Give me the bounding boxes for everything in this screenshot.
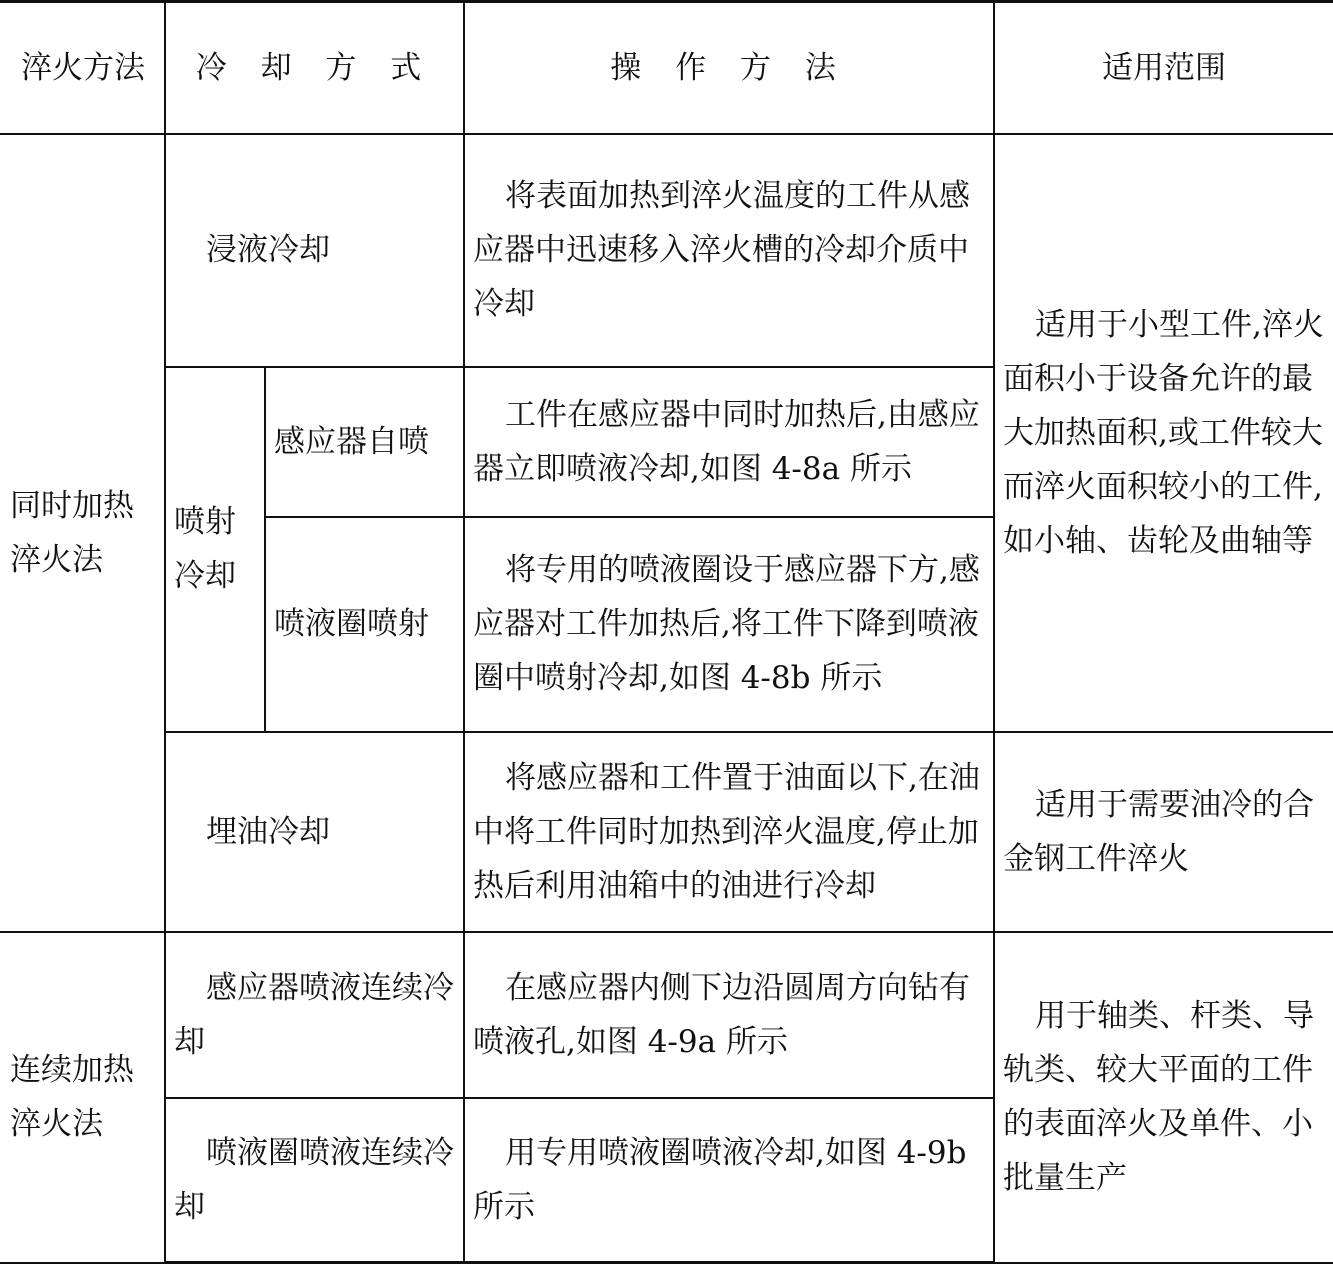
cooling-ring-spray: 喷液圈喷射 <box>265 517 464 732</box>
operation-immersion: 将表面加热到淬火温度的工件从感应器中迅速移入淬火槽的冷却介质中冷却 <box>464 134 994 367</box>
header-scope: 适用范围 <box>994 2 1333 134</box>
scope-continuous: 用于轴类、杆类、导轨类、较大平面的工件的表面淬火及单件、小批量生产 <box>994 932 1333 1263</box>
table-row <box>0 732 1333 932</box>
operation-oil: 将感应器和工件置于油面以下,在油中将工件同时加热到淬火温度,停止加热后利用油箱中的油进行冷却 <box>464 732 994 932</box>
cooling-spray-group: 喷射冷却 <box>165 367 265 732</box>
scope-oil: 适用于需要油冷的合金钢工件淬火 <box>994 732 1333 932</box>
header-cooling: 冷 却 方 式 <box>165 2 464 134</box>
header-operation: 操 作 方 法 <box>464 2 994 134</box>
cooling-ring-continuous: 喷液圈喷液连续冷却 <box>165 1098 464 1263</box>
header-row <box>0 2 1333 134</box>
operation-ring-continuous: 用专用喷液圈喷液冷却,如图 4-9b 所示 <box>464 1098 994 1263</box>
header-method: 淬火方法 <box>0 2 165 134</box>
cooling-inductor-continuous: 感应器喷液连续冷却 <box>165 932 464 1098</box>
operation-ring-spray: 将专用的喷液圈设于感应器下方,感应器对工件加热后,将工件下降到喷液圈中喷射冷却,如图 4-8b 所示 <box>464 517 994 732</box>
operation-inductor-spray: 工件在感应器中同时加热后,由感应器立即喷液冷却,如图 4-8a 所示 <box>464 367 994 517</box>
scope-small-parts: 适用于小型工件,淬火面积小于设备允许的最大加热面积,或工件较大而淬火面积较小的工件,如小轴、齿轮及曲轴等 <box>994 134 1333 732</box>
cooling-inductor-spray: 感应器自喷 <box>265 367 464 517</box>
operation-inductor-continuous: 在感应器内侧下边沿圆周方向钻有喷液孔,如图 4-9a 所示 <box>464 932 994 1098</box>
method-continuous: 连续加热淬火法 <box>0 932 165 1263</box>
cooling-immersion: 浸液冷却 <box>165 134 464 367</box>
cooling-oil: 埋油冷却 <box>165 732 464 932</box>
table-row <box>0 134 1333 367</box>
method-simultaneous: 同时加热淬火法 <box>0 134 165 932</box>
table-row <box>0 932 1333 1098</box>
